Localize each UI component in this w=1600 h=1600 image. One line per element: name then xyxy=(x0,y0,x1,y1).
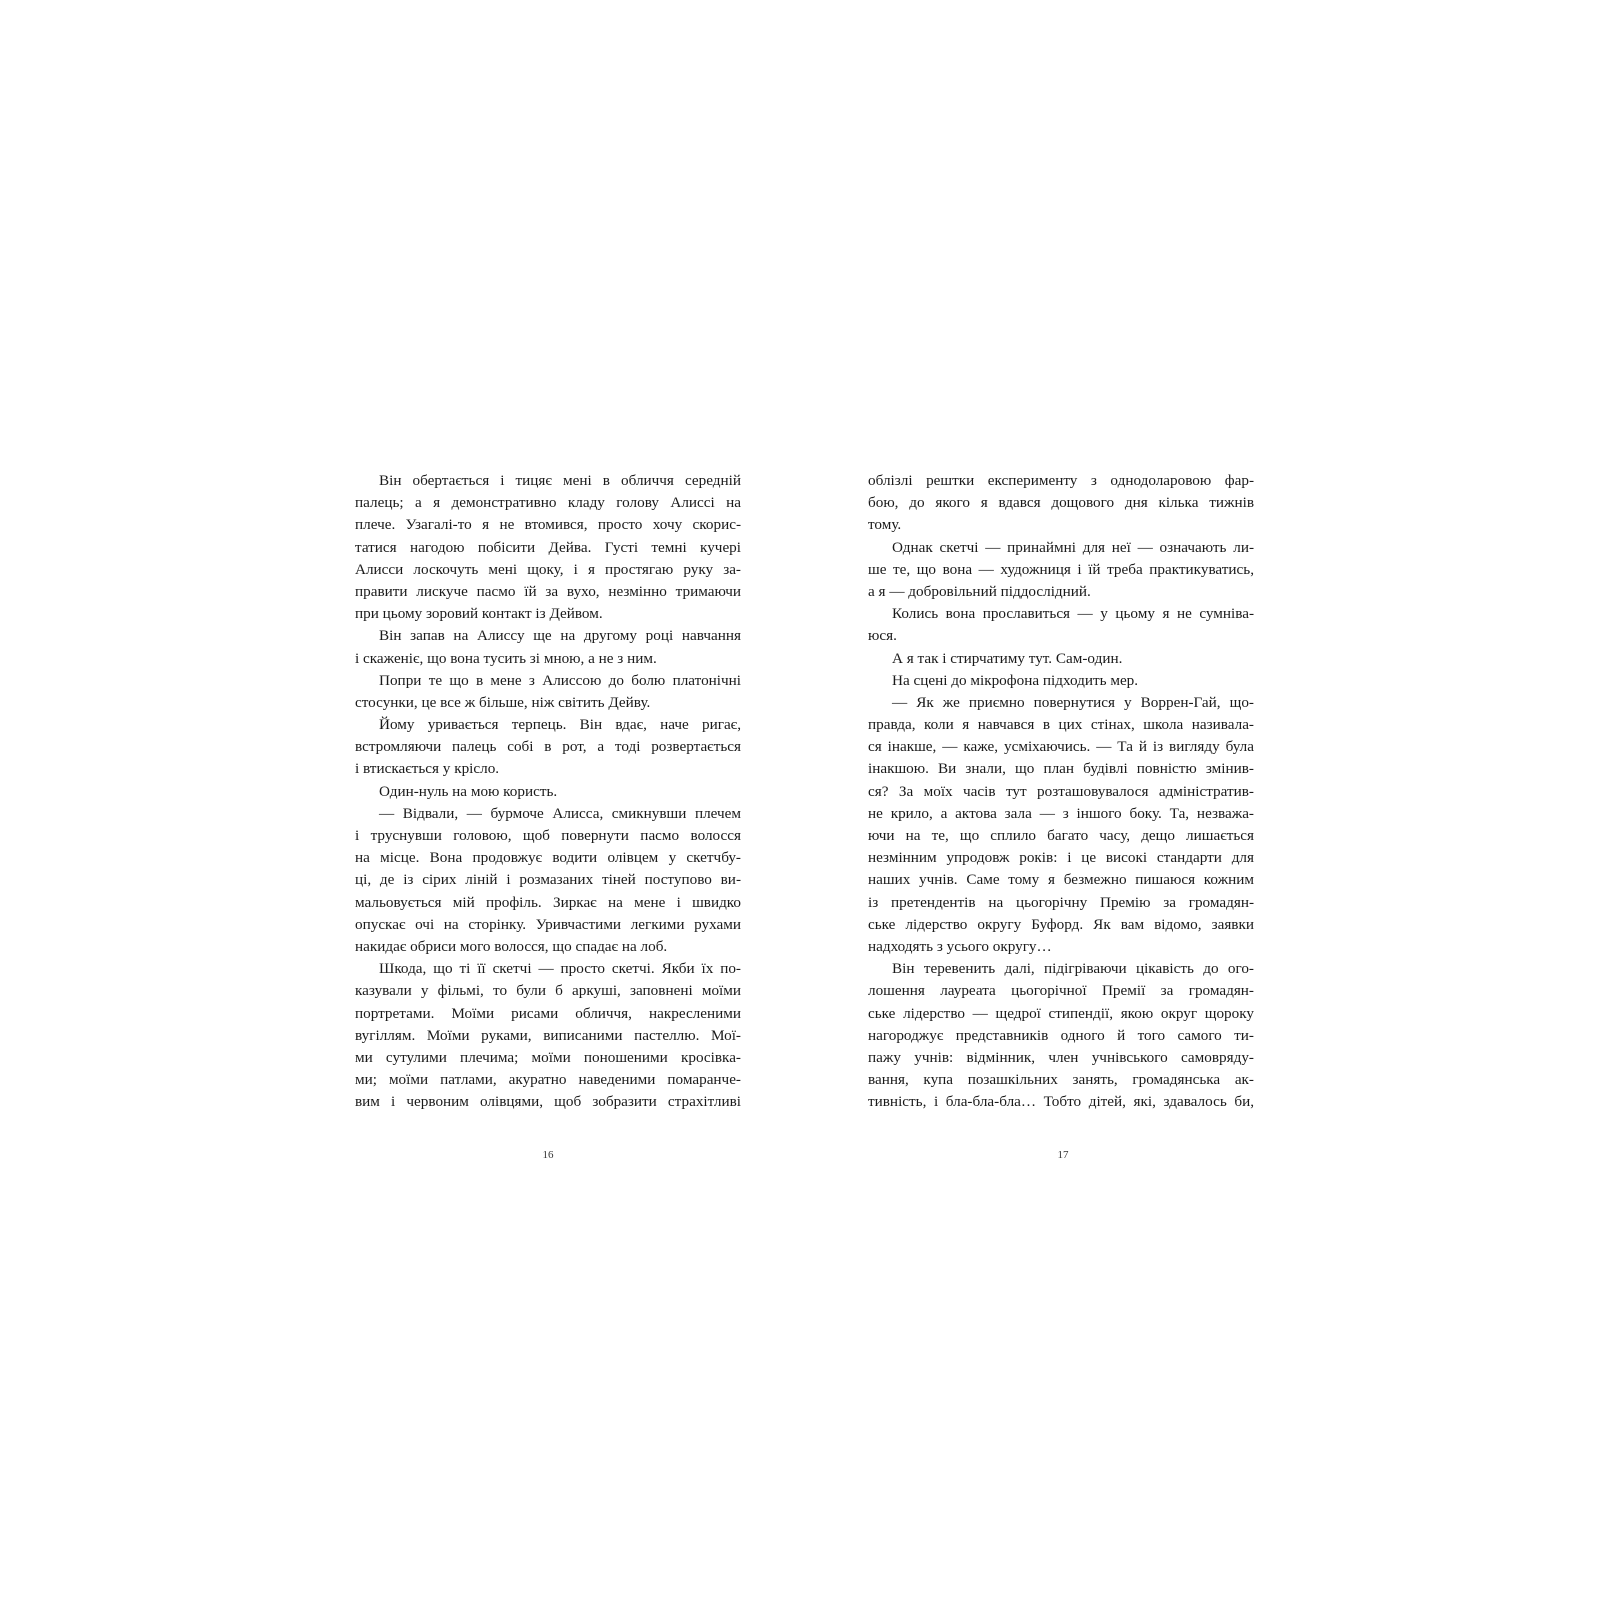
text-line: ся? За моїх часів тут розташовувалося адміністратив- xyxy=(868,782,1254,800)
text-line: Алисси лоскочуть мені щоку, і я простягаю руку за- xyxy=(355,560,741,578)
text-line: На сцені до мікрофона підходить мер. xyxy=(892,671,1139,689)
text-line: наших учнів. Саме тому я безмежно пишаюся кожним xyxy=(868,871,1254,889)
text-line: і втискається у крісло. xyxy=(355,760,500,778)
text-line: ське лідерство — щедрої стипендії, якою округ щороку xyxy=(868,1004,1254,1022)
text-line: Один-нуль на мою користь. xyxy=(379,782,558,800)
text-line: татися нагодою побісити Дейва. Густі темні кучері xyxy=(355,538,741,556)
text-line: Попри те що в мене з Алиссою до болю платонічні xyxy=(379,671,741,689)
text-line: інакшою. Ви знали, що план будівлі повністю змінив- xyxy=(868,760,1254,778)
text-line: юся. xyxy=(868,627,897,645)
text-line: вим і червоним олівцями, щоб зобразити страхітливі xyxy=(355,1093,741,1111)
text-line: плече. Узагалі-то я не втомився, просто хочу скорис- xyxy=(355,516,741,534)
text-line: і скаженіє, що вона тусить зі мною, а не з ним. xyxy=(355,649,657,667)
text-line: ці, де із сірих ліній і розмазаних тіней поступово ви- xyxy=(355,871,741,889)
text-line: нагороджує представників одного й того самого ти- xyxy=(868,1026,1254,1044)
text-line: мальовується мій профіль. Зиркає на мене і швидко xyxy=(355,893,741,911)
left-page-text xyxy=(355,470,741,1113)
text-line: ся інакше, — каже, усміхаючись. — Та й із вигляду була xyxy=(868,738,1254,756)
text-line: пажу учнів: відмінник, член учнівського самовряду- xyxy=(868,1048,1254,1066)
text-line: бою, до якого я вдався дощового дня кілька тижнів xyxy=(868,494,1254,512)
text-line: незмінним упродовж років: і це високі стандарти для xyxy=(868,849,1254,867)
text-line: а я — добровільний піддослідний. xyxy=(868,582,1091,600)
text-line: Він теревенить далі, підігріваючи цікавість до ого- xyxy=(892,960,1254,978)
text-line: накидає обриси мого волосся, що спадає на лоб. xyxy=(355,937,668,955)
text-line: із претендентів на цьогорічну Премію за громадян- xyxy=(868,893,1254,911)
text-line: надходять з усього округу… xyxy=(868,937,1052,955)
text-line: ми; моїми патлами, акуратно наведеними помаранче- xyxy=(355,1071,741,1089)
text-line: Шкода, що ті її скетчі — просто скетчі. Якби їх по- xyxy=(379,960,741,978)
page-number-left: 16 xyxy=(542,1149,554,1161)
text-line: тивність, і бла-бла-бла… Тобто дітей, які, здавалось би, xyxy=(868,1093,1254,1111)
text-line: лошення лауреата цьогорічної Премії за громадян- xyxy=(868,982,1254,1000)
text-line: вугіллям. Моїми руками, виписаними пастеллю. Мої- xyxy=(355,1026,741,1044)
text-line: ше те, що вона — художниця і їй треба практикуватись, xyxy=(868,560,1254,578)
page-number-right: 17 xyxy=(1057,1149,1069,1161)
text-line: не крило, а актова зала — з іншого боку. Та, незважа- xyxy=(868,804,1254,822)
text-line: Він обертається і тицяє мені в обличчя середній xyxy=(379,472,741,489)
text-line: облізлі рештки експерименту з однодоларовою фар- xyxy=(868,472,1254,489)
text-line: палець; а я демонстративно кладу голову Алиссі на xyxy=(355,494,741,512)
text-line: — Як же приємно повернутися у Воррен-Гай, що- xyxy=(892,693,1254,711)
text-line: Колись вона прославиться — у цьому я не сумніва- xyxy=(892,605,1254,623)
text-line: і труснувши головою, щоб повернути пасмо волосся xyxy=(355,827,741,844)
text-line: Однак скетчі — принаймні для неї — означають ли- xyxy=(892,538,1254,556)
text-line: на місце. Вона продовжує водити олівцем у скетчбу- xyxy=(355,849,741,867)
text-line: ми сутулими плечима; моїми поношеними кросівка- xyxy=(355,1048,741,1066)
text-line: Він запав на Алиссу ще на другому році навчання xyxy=(379,627,741,645)
right-page-text xyxy=(868,470,1254,1113)
text-line: ське лідерство округу Буфорд. Як вам відомо, заявки xyxy=(868,915,1254,933)
text-line: правити лискуче пасмо їй за вухо, незмінно тримаючи xyxy=(355,582,741,600)
text-line: тому. xyxy=(868,516,902,534)
text-line: правда, коли я навчався в цих стінах, школа називала- xyxy=(868,716,1254,734)
text-line: Йому уривається терпець. Він вдає, наче ригає, xyxy=(379,716,741,734)
text-line: опускає очі на сторінку. Уривчастими легкими рухами xyxy=(355,915,741,933)
text-line: казували у фільмі, то були б аркуші, заповнені моїми xyxy=(355,982,741,1000)
text-line: встромляючи палець собі в рот, а тоді розвертається xyxy=(355,738,741,756)
text-line: ючи на те, що сплило багато часу, дещо лишається xyxy=(868,827,1254,844)
text-line: — Відвали, — бурмоче Алисса, смикнувши плечем xyxy=(379,804,741,822)
text-line: А я так і стирчатиму тут. Сам-один. xyxy=(892,649,1123,667)
text-line: вання, купа позашкільних занять, громадянська ак- xyxy=(868,1071,1254,1089)
text-line: портретами. Моїми рисами обличчя, накресленими xyxy=(355,1004,741,1022)
text-line: при цьому зоровий контакт із Дейвом. xyxy=(355,605,603,623)
text-line: стосунки, це все ж більше, ніж світить Дейву. xyxy=(355,693,651,711)
